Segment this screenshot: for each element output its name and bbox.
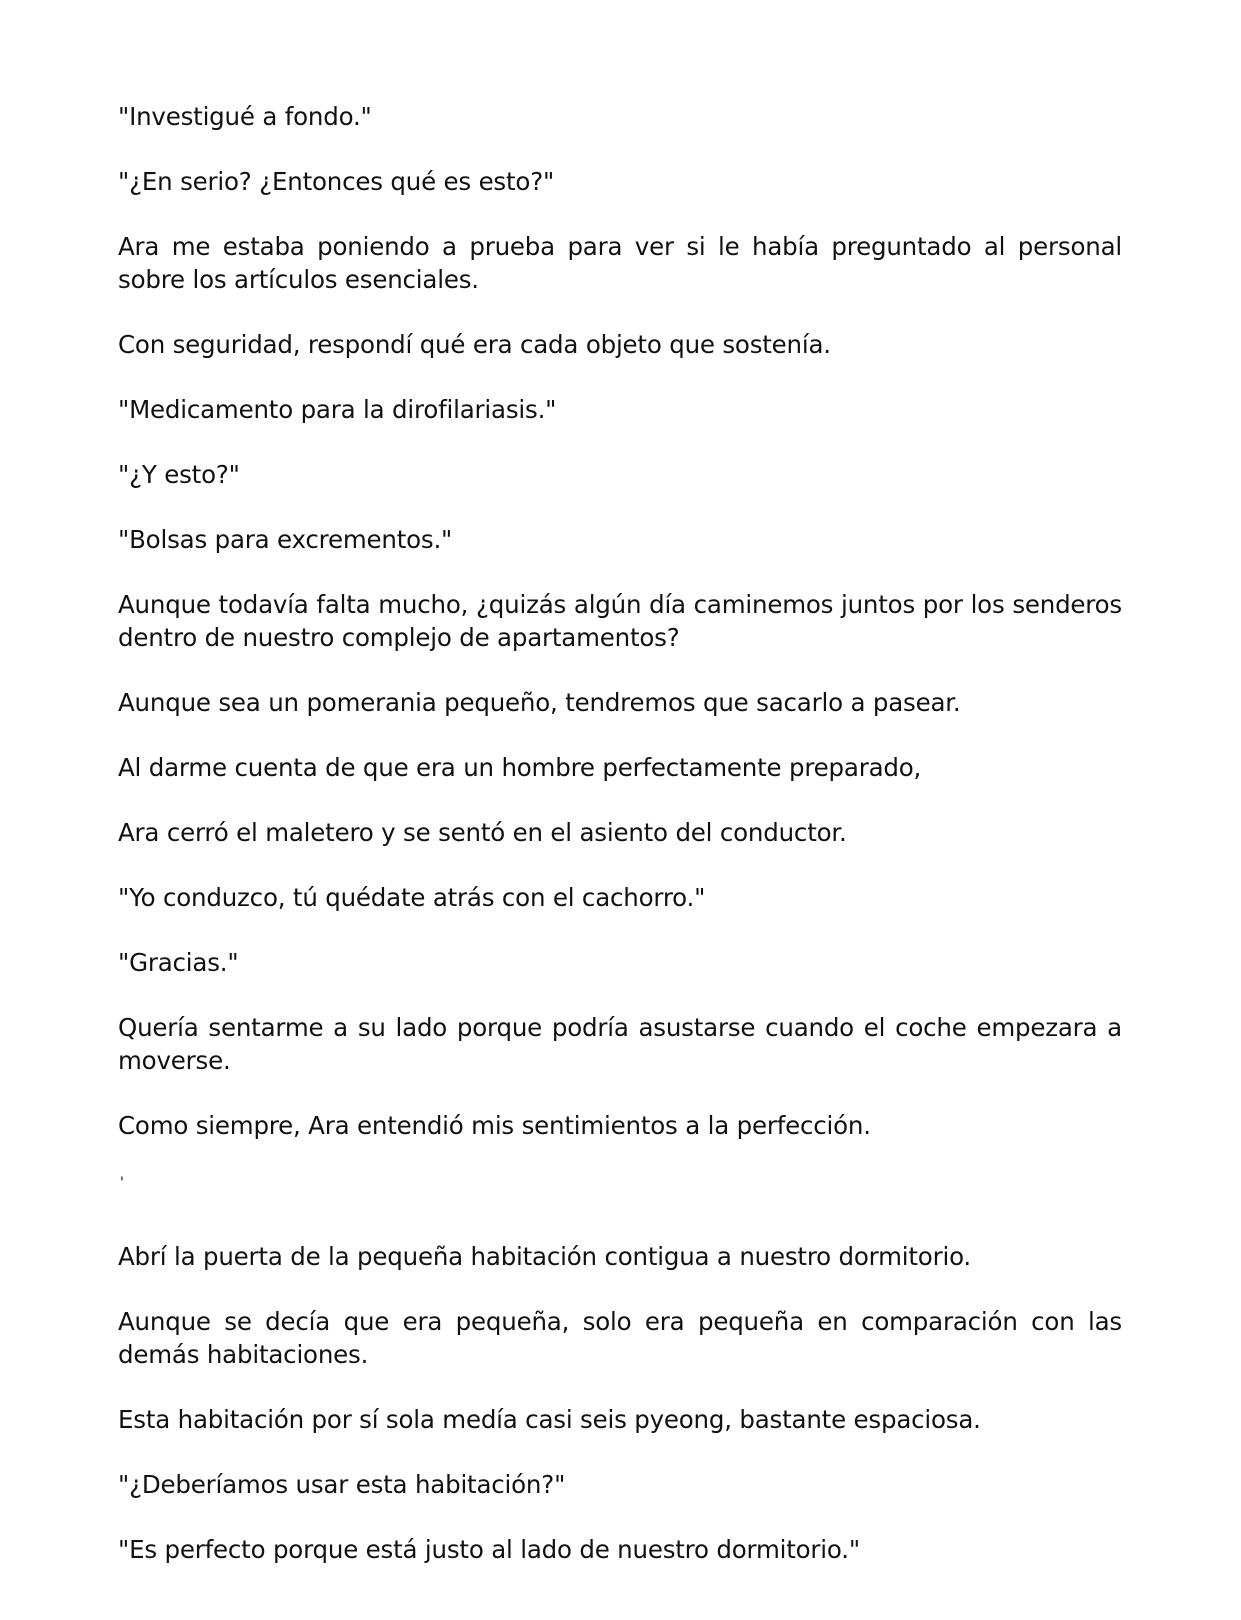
paragraph: "¿Y esto?" xyxy=(118,460,240,489)
paragraph: Ara me estaba poniendo a prueba para ver si le había preguntado al personal sobre los artículos esenciales. xyxy=(118,232,1122,294)
paragraph: Aunque todavía falta mucho, ¿quizás algún día caminemos juntos por los senderos dentro de nuestro complejo de apartamentos? xyxy=(118,590,1122,652)
document-page xyxy=(118,100,1122,1598)
paragraph: "Gracias." xyxy=(118,948,239,977)
paragraph: Aunque se decía que era pequeña, solo era pequeña en comparación con las demás habitaciones. xyxy=(118,1307,1122,1369)
paragraph: Ara cerró el maletero y se sentó en el asiento del conductor. xyxy=(118,818,847,847)
paragraph: "¿En serio? ¿Entonces qué es esto?" xyxy=(118,167,555,196)
paragraph: Con seguridad, respondí qué era cada objeto que sostenía. xyxy=(118,330,831,359)
paragraph: "Yo conduzco, tú quédate atrás con el cachorro." xyxy=(118,883,706,912)
paragraph: Aunque sea un pomerania pequeño, tendremos que sacarlo a pasear. xyxy=(118,688,961,717)
paragraph: Como siempre, Ara entendió mis sentimientos a la perfección. xyxy=(118,1111,871,1140)
paragraph: Al darme cuenta de que era un hombre perfectamente preparado, xyxy=(118,753,922,782)
paragraph: "Investigué a fondo." xyxy=(118,102,372,131)
paragraph: "¿Deberíamos usar esta habitación?" xyxy=(118,1470,566,1499)
paragraph: Quería sentarme a su lado porque podría asustarse cuando el coche empezara a moverse. xyxy=(118,1013,1122,1075)
paragraph: Esta habitación por sí sola medía casi seis pyeong, bastante espaciosa. xyxy=(118,1405,981,1434)
scene-break-mark: ' xyxy=(120,1175,124,1191)
paragraph: "Medicamento para la dirofilariasis." xyxy=(118,395,557,424)
paragraph: "Bolsas para excrementos." xyxy=(118,525,453,554)
paragraph: "Es perfecto porque está justo al lado de nuestro dormitorio." xyxy=(118,1535,860,1564)
paragraph: Abrí la puerta de la pequeña habitación contigua a nuestro dormitorio. xyxy=(118,1242,972,1271)
